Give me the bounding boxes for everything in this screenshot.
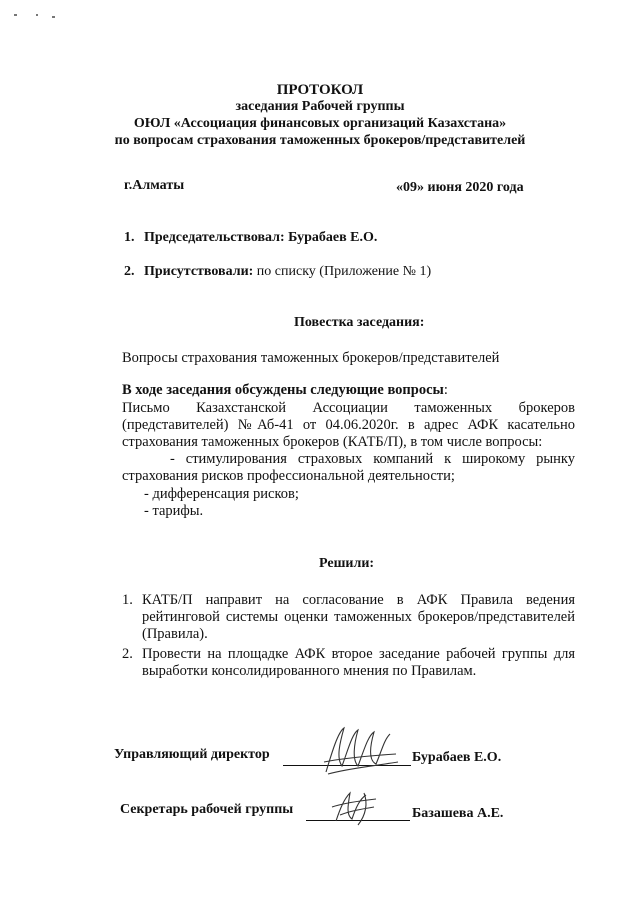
decision-line: рейтинговой системы оценки таможенных брокеров/представителей: [142, 609, 575, 625]
discussion-line: (представителей) №Аб-41 от 04.06.2020г. в адрес АФК касательно: [122, 417, 575, 433]
decision-line: КАТБ/П направит на согласование в АФК Правила ведения: [142, 592, 575, 608]
secretary-name: Базашева А.Е.: [412, 806, 504, 821]
scan-mark: [52, 16, 55, 18]
present-label: Присутствовали:: [144, 264, 254, 279]
working-group-topic: по вопросам страхования таможенных брокеров/представителей: [114, 133, 526, 148]
discussion-bullet: - дифференсация рисков;: [144, 486, 299, 502]
decisions-heading: Решили:: [319, 556, 375, 571]
discussion-heading: [122, 382, 448, 399]
present-value: по списку (Приложение № 1): [256, 264, 432, 279]
scan-mark: [14, 14, 17, 16]
director-title: Управляющий директор: [114, 747, 270, 762]
decision-line: (Правила).: [142, 626, 208, 642]
discussion-line: Письмо Казахстанской Ассоциации таможенных брокеров: [122, 400, 575, 416]
meeting-date: «09» июня 2020 года: [396, 180, 524, 195]
present-number: 2.: [124, 264, 135, 279]
agenda-text: Вопросы страхования таможенных брокеров/представителей: [122, 350, 500, 366]
decision-line: выработки консолидированного мнения по Правилам.: [142, 663, 477, 679]
city: г.Алматы: [124, 178, 185, 193]
chair-number: 1.: [124, 230, 135, 245]
discussion-heading-text: В ходе заседания обсуждены следующие вопросы: [122, 382, 444, 398]
decision-line: Провести на площадке АФК второе заседание рабочей группы для: [142, 646, 575, 662]
chair-label: Председательствовал: Бурабаев Е.О.: [144, 230, 378, 245]
scan-mark: [36, 14, 38, 16]
discussion-bullet: - стимулирования страховых компаний к широкому рынку: [170, 451, 575, 467]
agenda-heading: Повестка заседания:: [294, 315, 425, 330]
director-signature: [320, 722, 400, 782]
discussion-heading-colon: :: [443, 382, 448, 398]
document-title: ПРОТОКОЛ: [276, 82, 364, 98]
discussion-line: страхования таможенных брокеров (КАТБ/П), в том числе вопросы:: [122, 434, 543, 450]
secretary-title: Секретарь рабочей группы: [120, 802, 294, 817]
organization-name: ОЮЛ «Ассоциация финансовых организаций Казахстана»: [133, 116, 507, 131]
present-item: [124, 264, 431, 280]
decision-number: 2.: [122, 646, 133, 662]
discussion-bullet-cont: страхования рисков профессиональной деятельности;: [122, 468, 455, 484]
document-subtitle: заседания Рабочей группы: [235, 99, 405, 114]
discussion-bullet: - тарифы.: [144, 503, 204, 519]
decision-number: 1.: [122, 592, 133, 608]
secretary-signature: [326, 785, 386, 830]
director-name: Бурабаев Е.О.: [412, 750, 502, 765]
chair-item: [124, 230, 377, 246]
